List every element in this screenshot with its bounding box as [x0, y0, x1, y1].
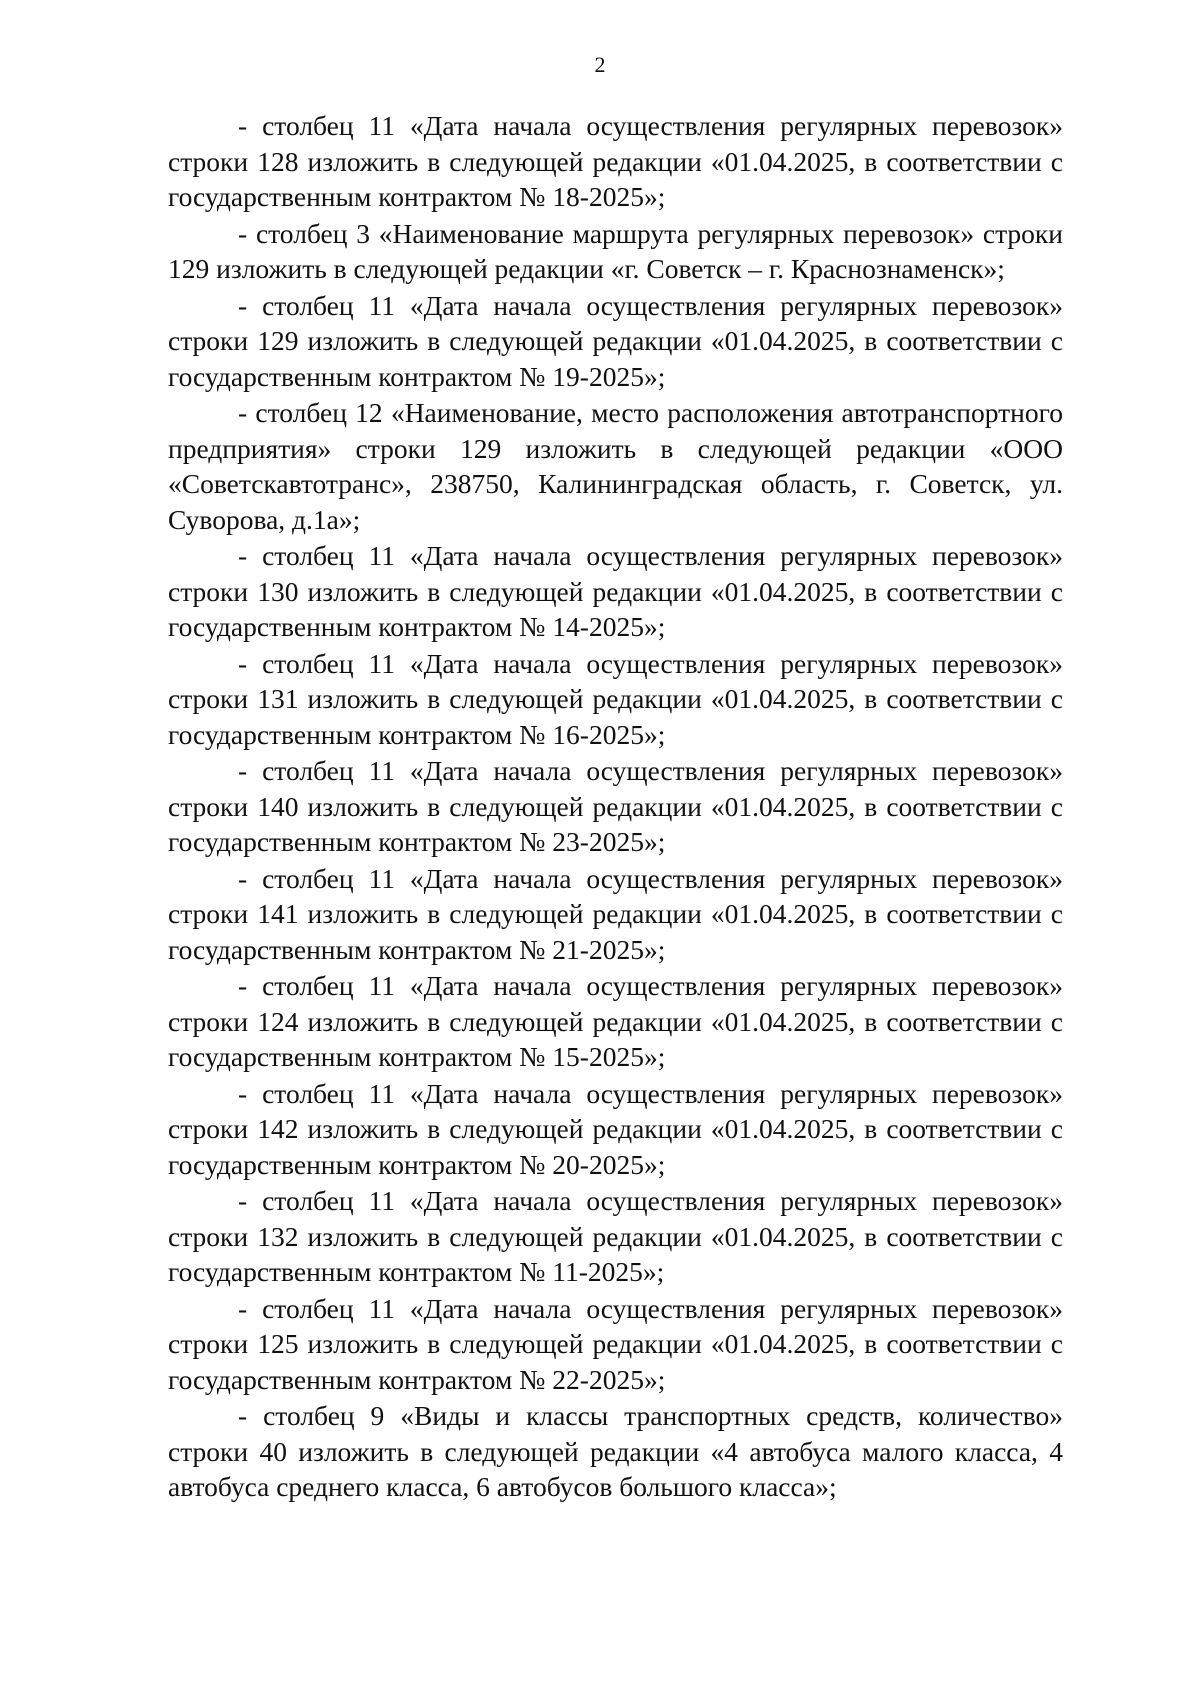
- paragraph: - столбец 11 «Дата начала осуществления регулярных перевозок» строки 142 изложить в следующей редакции «01.04.2025, в соответствии с государственным контрактом № 20-2025»;: [168, 1077, 1063, 1180]
- paragraph: - столбец 11 «Дата начала осуществления регулярных перевозок» строки 130 изложить в следующей редакции «01.04.2025, в соответствии с государственным контрактом № 14-2025»;: [168, 540, 1063, 642]
- paragraph: - столбец 11 «Дата начала осуществления регулярных перевозок» строки 129 изложить в следующей редакции «01.04.2025, в соответствии с государственным контрактом № 19-2025»;: [168, 289, 1063, 392]
- paragraph: - столбец 11 «Дата начала осуществления регулярных перевозок» строки 132 изложить в следующей редакции «01.04.2025, в соответствии с государственным контрактом № 11-2025»;: [168, 1185, 1063, 1287]
- paragraph: - столбец 12 «Наименование, место расположения автотранспортного предприятия» строки 129 изложить в следующей редакции «ООО «Советскавтотранс», 238750, Калининградская область, г. Советск, ул. Суворова, д.1а»;: [168, 397, 1063, 535]
- paragraph: - столбец 11 «Дата начала осуществления регулярных перевозок» строки 141 изложить в следующей редакции «01.04.2025, в соответствии с государственным контрактом № 21-2025»;: [168, 862, 1063, 965]
- document-body: [168, 108, 1063, 1506]
- paragraph: - столбец 11 «Дата начала осуществления регулярных перевозок» строки 124 изложить в следующей редакции «01.04.2025, в соответствии с государственным контрактом № 15-2025»;: [168, 970, 1063, 1072]
- paragraph: - столбец 11 «Дата начала осуществления регулярных перевозок» строки 140 изложить в следующей редакции «01.04.2025, в соответствии с государственным контрактом № 23-2025»;: [168, 755, 1063, 857]
- paragraph: - столбец 11 «Дата начала осуществления регулярных перевозок» строки 125 изложить в следующей редакции «01.04.2025, в соответствии с государственным контрактом № 22-2025»;: [168, 1292, 1063, 1395]
- paragraph: - столбец 11 «Дата начала осуществления регулярных перевозок» строки 131 изложить в следующей редакции «01.04.2025, в соответствии с государственным контрактом № 16-2025»;: [168, 647, 1063, 750]
- paragraph: - столбец 11 «Дата начала осуществления регулярных перевозок» строки 128 изложить в следующей редакции «01.04.2025, в соответствии с государственным контрактом № 18-2025»;: [168, 110, 1063, 212]
- paragraph: - столбец 3 «Наименование маршрута регулярных перевозок» строки 129 изложить в следующей редакции «г. Советск – г. Краснознаменск»;: [168, 217, 1063, 284]
- page-number: 2: [594, 52, 606, 77]
- paragraph: - столбец 9 «Виды и классы транспортных средств, количество» строки 40 изложить в следующей редакции «4 автобуса малого класса, 4 автобуса среднего класса, 6 автобусов большого класса»;: [168, 1400, 1063, 1502]
